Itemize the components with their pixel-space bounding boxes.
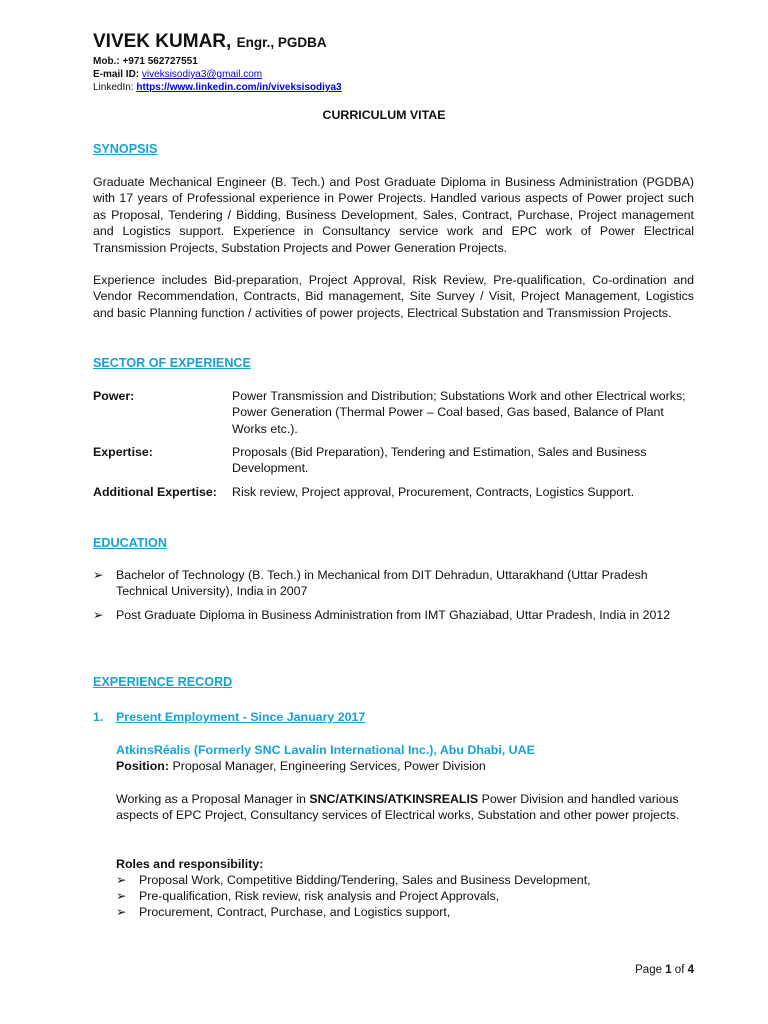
sector-value: Proposals (Bid Preparation), Tendering and Estimation, Sales and Business Development. (232, 445, 647, 476)
total-pages: 4 (687, 964, 694, 976)
candidate-name-line (93, 31, 327, 54)
arrow-bullet-icon: ➢ (116, 889, 127, 903)
job-description-employer: SNC/ATKINS/ATKINSREALIS (309, 792, 479, 806)
position-label: Position: (116, 759, 169, 773)
sector-label: Additional Expertise: (93, 485, 217, 499)
arrow-bullet-icon: ➢ (93, 608, 104, 622)
document-title: CURRICULUM VITAE (322, 108, 446, 122)
experience-entry-number: 1. (93, 710, 104, 724)
candidate-credentials: Engr., PGDBA (236, 35, 327, 50)
of-word: of (674, 964, 685, 976)
experience-heading: EXPERIENCE RECORD (93, 675, 233, 689)
page-number (635, 962, 694, 978)
synopsis-heading: SYNOPSIS (93, 142, 158, 156)
arrow-bullet-icon: ➢ (93, 568, 104, 582)
role-item-text: Procurement, Contract, Purchase, and Logistics support, (139, 905, 451, 919)
mobile-line (93, 55, 198, 68)
linkedin-link[interactable]: https://www.linkedin.com/in/viveksisodiya3 (136, 82, 342, 93)
sector-heading: SECTOR OF EXPERIENCE (93, 356, 251, 370)
current-page: 1 (665, 964, 672, 976)
synopsis-paragraph-1: Graduate Mechanical Engineer (B. Tech.) and Post Graduate Diploma in Business Administration (PGDBA) with 17 years of Professional experience in Power Projects. Handled various aspects of Power project such as Proposal, Tendering / Bidding, Business Development, Sales, Contract, Purchase, Project management and Logistics support. Experience in Consultancy service work and EPC work of Power Electrical Transmission Projects, Substation Projects and Power Generation Projects. (93, 175, 694, 255)
page-word: Page (635, 964, 662, 976)
linkedin-line (93, 81, 342, 94)
sector-label: Expertise: (93, 445, 153, 459)
job-description (116, 791, 694, 824)
email-label: E-mail ID: (93, 69, 140, 80)
mobile-label: Mob.: (93, 56, 120, 67)
company-name: AtkinsRéalis (Formerly SNC Lavalin International Inc.), Abu Dhabi, UAE (116, 743, 535, 757)
email-link[interactable]: viveksisodiya3@gmail.com (141, 69, 263, 80)
position-line (116, 758, 486, 774)
role-item-text: Proposal Work, Competitive Bidding/Tendering, Sales and Business Development, (139, 873, 591, 887)
sector-value: Risk review, Project approval, Procurement, Contracts, Logistics Support. (232, 485, 635, 499)
education-item-text: Bachelor of Technology (B. Tech.) in Mechanical from DIT Dehradun, Uttarakhand (Uttar Pradesh Technical University), India in 2007 (116, 568, 648, 599)
experience-entry-title: Present Employment - Since January 2017 (116, 710, 366, 724)
candidate-name: VIVEK KUMAR, (93, 31, 232, 52)
sector-label: Power: (93, 389, 135, 403)
sector-value: Power Transmission and Distribution; Substations Work and other Electrical works; Power Generation (Thermal Power – Coal based, Gas based, Balance of Plant Works etc.). (232, 389, 686, 436)
role-item-text: Pre-qualification, Risk review, risk analysis and Project Approvals, (139, 889, 500, 903)
education-item-text: Post Graduate Diploma in Business Administration from IMT Ghaziabad, Uttar Pradesh, India in 2012 (116, 608, 671, 622)
education-heading: EDUCATION (93, 536, 167, 550)
roles-heading: Roles and responsibility: (116, 857, 264, 871)
linkedin-label: LinkedIn: (93, 82, 134, 93)
arrow-bullet-icon: ➢ (116, 873, 127, 887)
synopsis-paragraph-2: Experience includes Bid-preparation, Project Approval, Risk Review, Pre-qualification, Co-ordination and Vendor Recommendation, Contracts, Bid management, Site Survey / Visit, Project Management, Logistics and basic Planning function / activities of power projects, Electrical Substation and Transmission Projects. (93, 273, 694, 320)
mobile-value: +971 562727551 (122, 56, 198, 67)
position-value: Proposal Manager, Engineering Services, Power Division (172, 759, 486, 773)
job-description-end: Power Division and handled various aspects of EPC Project, Consultancy services of Electrical works, Substation and other power projects. (116, 792, 680, 823)
job-description-start: Working as a Proposal Manager in (116, 792, 310, 806)
arrow-bullet-icon: ➢ (116, 905, 127, 919)
email-line (93, 68, 262, 81)
